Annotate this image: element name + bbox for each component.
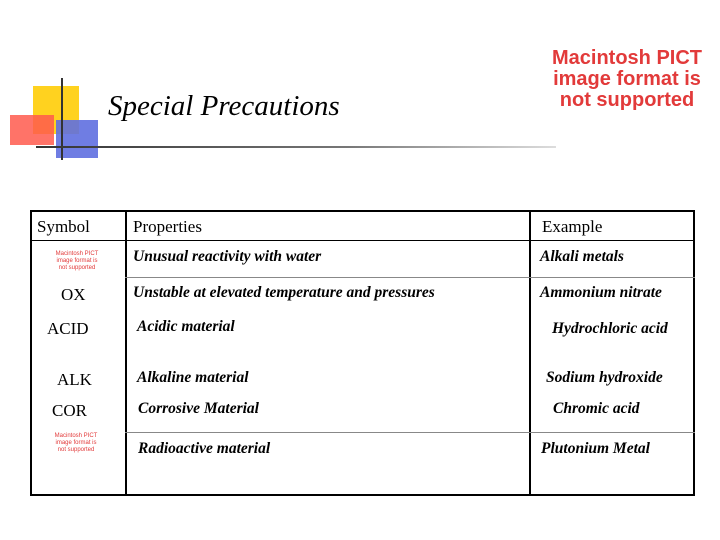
symbol-cell: ALK — [57, 370, 92, 389]
example-cell: Hydrochloric acid — [552, 320, 668, 337]
example-cell: Chromic acid — [553, 400, 640, 417]
symbol-image-water-reactive: Macintosh PICT image format is not supported — [55, 251, 99, 271]
property-cell: Radioactive material — [138, 440, 271, 457]
header-symbol: Symbol — [37, 217, 90, 236]
title-underline — [36, 146, 556, 148]
example-cell: Alkali metals — [540, 248, 624, 265]
header-example: Example — [542, 217, 603, 236]
symbol-cell: ACID — [47, 319, 89, 338]
property-cell: Acidic material — [137, 318, 235, 335]
property-cell: Unusual reactivity with water — [133, 248, 322, 265]
property-cell: Corrosive Material — [138, 400, 259, 417]
column-divider — [529, 210, 531, 496]
symbol-cell: COR — [52, 401, 87, 420]
example-cell: Plutonium Metal — [541, 440, 650, 457]
header-divider — [30, 240, 695, 241]
decor-square-red — [10, 115, 54, 145]
example-cell: Sodium hydroxide — [546, 369, 663, 386]
property-cell: Alkaline material — [137, 369, 249, 386]
property-cell: Unstable at elevated temperature and pressures — [133, 284, 435, 301]
row-divider — [125, 277, 695, 278]
header-properties: Properties — [133, 217, 202, 236]
unsupported-image-placeholder: Macintosh PICT image format is not supported — [552, 47, 703, 111]
symbol-cell: OX — [61, 285, 86, 304]
row-divider — [125, 432, 695, 433]
example-cell: Ammonium nitrate — [540, 284, 662, 301]
symbol-image-radioactive: Macintosh PICT image format is not supported — [54, 433, 98, 453]
column-divider — [125, 210, 127, 496]
slide-title: Special Precautions — [108, 90, 340, 122]
